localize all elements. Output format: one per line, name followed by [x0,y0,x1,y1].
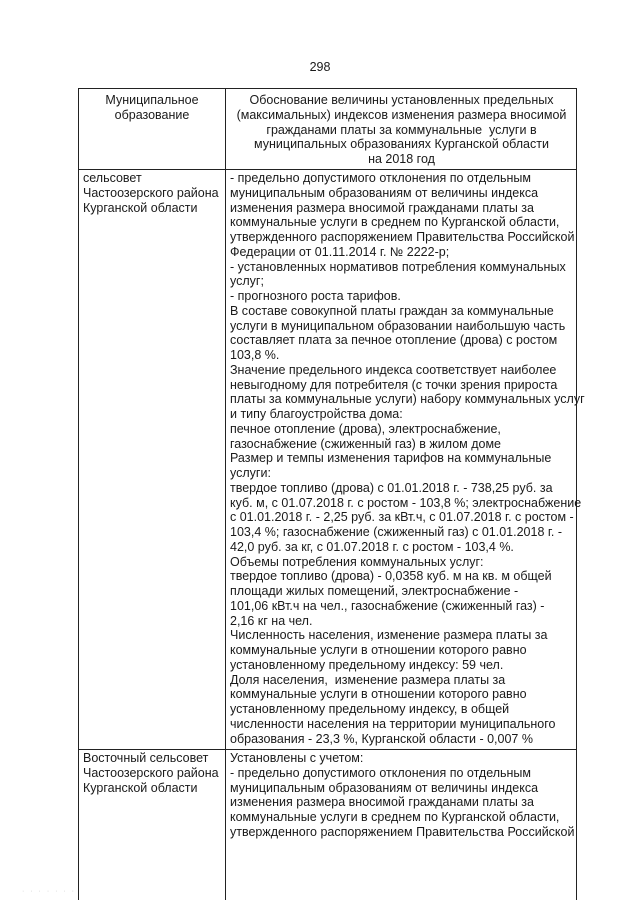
row-1-justification: - предельно допустимого отклонения по отдельным муниципальным образованиям от величины индекса изменения размера вносимой гражданами платы за коммунальные услуги в среднем по Курганской области, утвержденного распоряжением Правительства Российской Федерации от 01.11.2014 г. № 2222-р; - установленных нормативов потребления коммунальных услуг; - прогнозного роста тарифов. В составе совокупной платы граждан за коммунальные услуги в муниципальном образовании наибольшую часть составляет плата за печное отопление (дрова) с ростом 103,8 %. Значение предельного индекса соответствует наиболее невыгодному для потребителя (с точки зрения прироста платы за коммунальные услуги) набору коммунальных услуг и типу благоустройства дома: печное отопление (дрова), электроснабжение, газоснабжение (сжиженный газ) в жилом доме Размер и темпы изменения тарифов на коммунальные услуги: твердое топливо (дрова) с 01.01.2018 г. - 738,25 руб. за куб. м, с 01.07.2018 г. с ростом - 103,8 %; электроснабжение с 01.01.2018 г. - 2,25 руб. за кВт.ч, с 01.07.2018 г. с ростом - 103,4 %; газоснабжение (сжиженный газ) с 01.01.2018 г. - 42,0 руб. за кг, с 01.07.2018 г. с ростом - 103,4 %. Объемы потребления коммунальных услуг: твердое топливо (дрова) - 0,0358 куб. м на кв. м общей площади жилых помещений, электроснабжение - 101,06 кВт.ч на чел., газоснабжение (сжиженный газ) - 2,16 кг на чел. Численность населения, изменение размера платы за коммунальные услуги в отношении которого равно установленному предельному индексу: 59 чел. Доля населения, изменение размера платы за коммунальные услуги в отношении которого равно установленному предельному индексу, в общей численности населения на территории муниципального образования - 23,3 %, Курганской области - 0,007 % [230,171,585,746]
row-divider [79,749,576,750]
row-2-municipality: Восточный сельсовет Частоозерского района Курганской области [83,751,219,795]
justification-table [78,88,585,900]
row-1-municipality: сельсовет Частоозерского района Курганской области [83,171,219,215]
column-divider [225,89,226,900]
header-divider [79,169,576,170]
scan-artifact: · · · · · · · [22,888,76,895]
header-justification: Обоснование величины установленных предельных (максимальных) индексов изменения размера вносимой гражданами платы за коммунальные услуги в муниципальных образованиях Курганской области на 2018 год [236,93,567,166]
row-2-justification: Установлены с учетом: - предельно допустимого отклонения по отдельным муниципальным образованиям от величины индекса изменения размера вносимой гражданами платы за коммунальные услуги в среднем по Курганской области, утвержденного распоряжением Правительства Российской [230,751,575,839]
page-number: 298 [309,60,331,74]
header-municipality: Муниципальное образование [105,93,199,122]
